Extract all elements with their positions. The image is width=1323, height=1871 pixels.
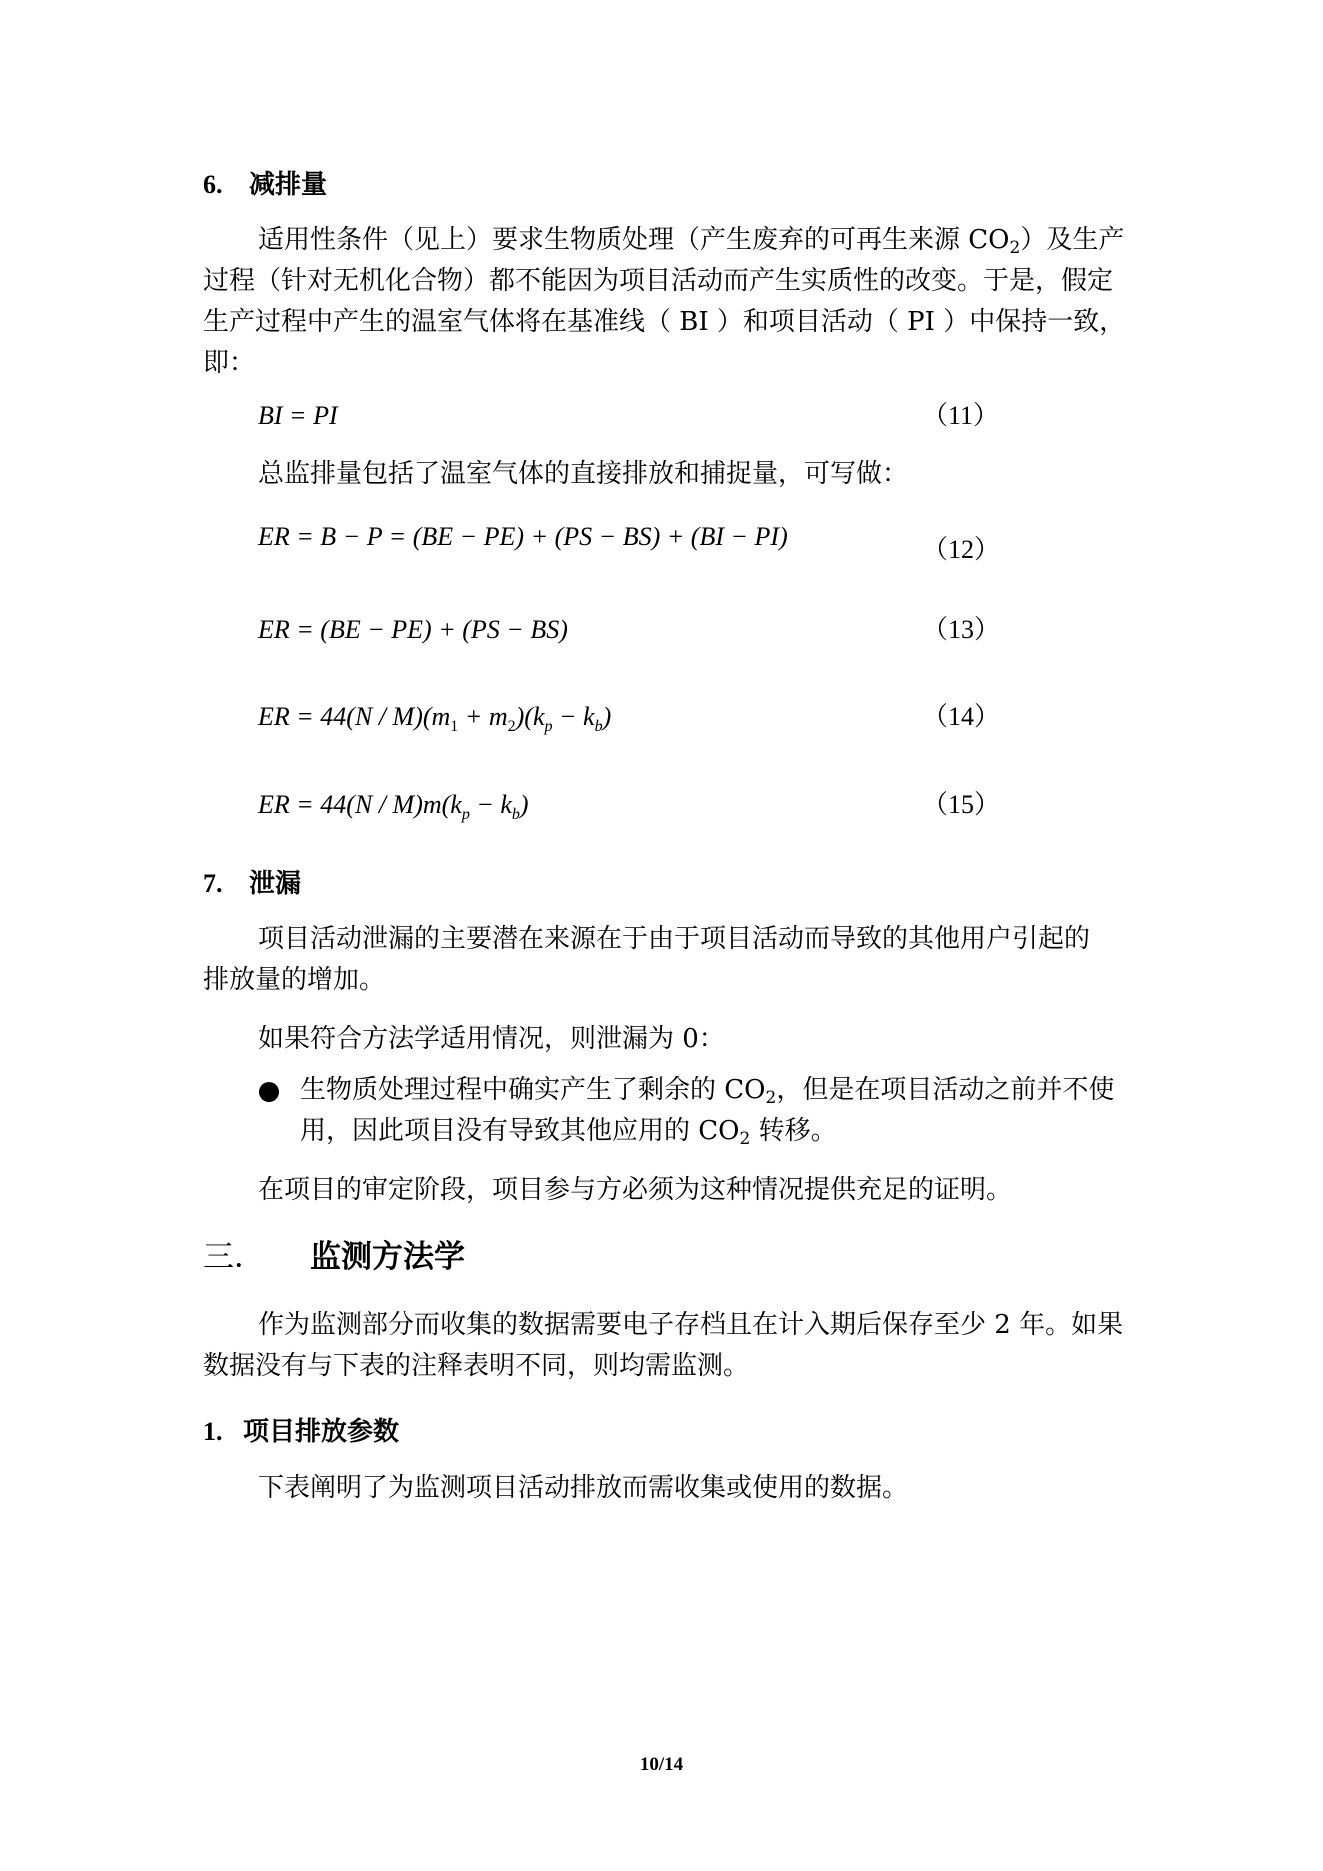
heading-title: 泄漏 xyxy=(249,869,302,899)
paragraph-line: 下表阐明了为监测项目活动排放而需收集或使用的数据。 xyxy=(258,1473,909,1503)
paragraph-line: 即： xyxy=(203,348,256,378)
bullet-line: 生物质处理过程中确实产生了剩余的 CO2，但是在项目活动之前并不使 xyxy=(300,1075,1115,1108)
paragraph-line: 总监排量包括了温室气体的直接排放和捕捉量，可写做： xyxy=(258,459,909,489)
paragraph-line: 生产过程中产生的温室气体将在基准线（ BI ）和项目活动（ PI ）中保持一致， xyxy=(203,307,1126,337)
paragraph-line: 数据没有与下表的注释表明不同，则均需监测。 xyxy=(203,1351,750,1381)
paragraph-leakage-zero xyxy=(203,1019,1128,1060)
heading-emission-reduction xyxy=(203,168,327,202)
section-title: 监测方法学 xyxy=(310,1239,465,1275)
section-number: 三． xyxy=(203,1239,265,1275)
heading-leakage xyxy=(203,867,301,901)
heading-number: 7. xyxy=(203,869,223,898)
heading-title: 项目排放参数 xyxy=(243,1417,400,1447)
bullet-line: 用，因此项目没有导致其他应用的 CO2 转移。 xyxy=(300,1116,837,1149)
equation-number-14: （14） xyxy=(922,702,1001,731)
paragraph-line: 过程（针对无机化合物）都不能因为项目活动而产生实质性的改变。于是，假定 xyxy=(203,266,1114,296)
equation-14: ER = $44(N / M)(m_1 + m_2)(k_p - k_b)$ xyxy=(258,702,612,736)
heading-number: 1. xyxy=(203,1417,223,1446)
section-heading-monitoring xyxy=(203,1237,465,1277)
paragraph-line: 项目活动泄漏的主要潜在来源在于由于项目活动而导致的其他用户引起的 xyxy=(258,924,1091,954)
paragraph-line: 适用性条件（见上）要求生物质处理（产生废弃的可再生来源 CO2）及生产 xyxy=(258,225,1125,258)
heading-project-emission-params xyxy=(203,1415,399,1449)
equation-12: ER = B − P = (BE − PE) + (PS − BS) + (BI − PI) xyxy=(258,522,788,551)
paragraph-total-monitoring xyxy=(203,454,1128,495)
equation-13: ER = (BE − PE) + (PS − BS) xyxy=(258,615,568,644)
paragraph-validation xyxy=(203,1170,1128,1211)
paragraph-line: 如果符合方法学适用情况，则泄漏为 0： xyxy=(258,1024,725,1054)
equation-number-13: （13） xyxy=(922,615,1001,644)
equation-15: ER = $44(N / M)m(k_p - k_b)$ xyxy=(258,790,529,824)
paragraph-line: 作为监测部分而收集的数据需要电子存档且在计入期后保存至少 2 年。如果 xyxy=(258,1310,1124,1340)
page-number: 10/14 xyxy=(639,1754,684,1775)
equation-number-15: （15） xyxy=(922,790,1001,819)
heading-number: 6. xyxy=(203,170,223,199)
equation-number-12: （12） xyxy=(922,535,1001,564)
heading-title: 减排量 xyxy=(249,170,328,200)
paragraph-line: 在项目的审定阶段，项目参与方必须为这种情况提供充足的证明。 xyxy=(258,1175,1013,1205)
paragraph-table-intro xyxy=(203,1468,1128,1509)
bullet-item xyxy=(300,1070,1130,1152)
paragraph-line: 排放量的增加。 xyxy=(203,965,386,995)
bullet-dot xyxy=(259,1082,269,1092)
paragraph-data-archiving xyxy=(203,1305,1128,1387)
equation-number-11: （11） xyxy=(922,401,1000,430)
paragraph-leakage-source xyxy=(203,919,1128,1001)
paragraph-applicability xyxy=(203,220,1128,384)
equation-11: BI = PI xyxy=(258,401,338,430)
